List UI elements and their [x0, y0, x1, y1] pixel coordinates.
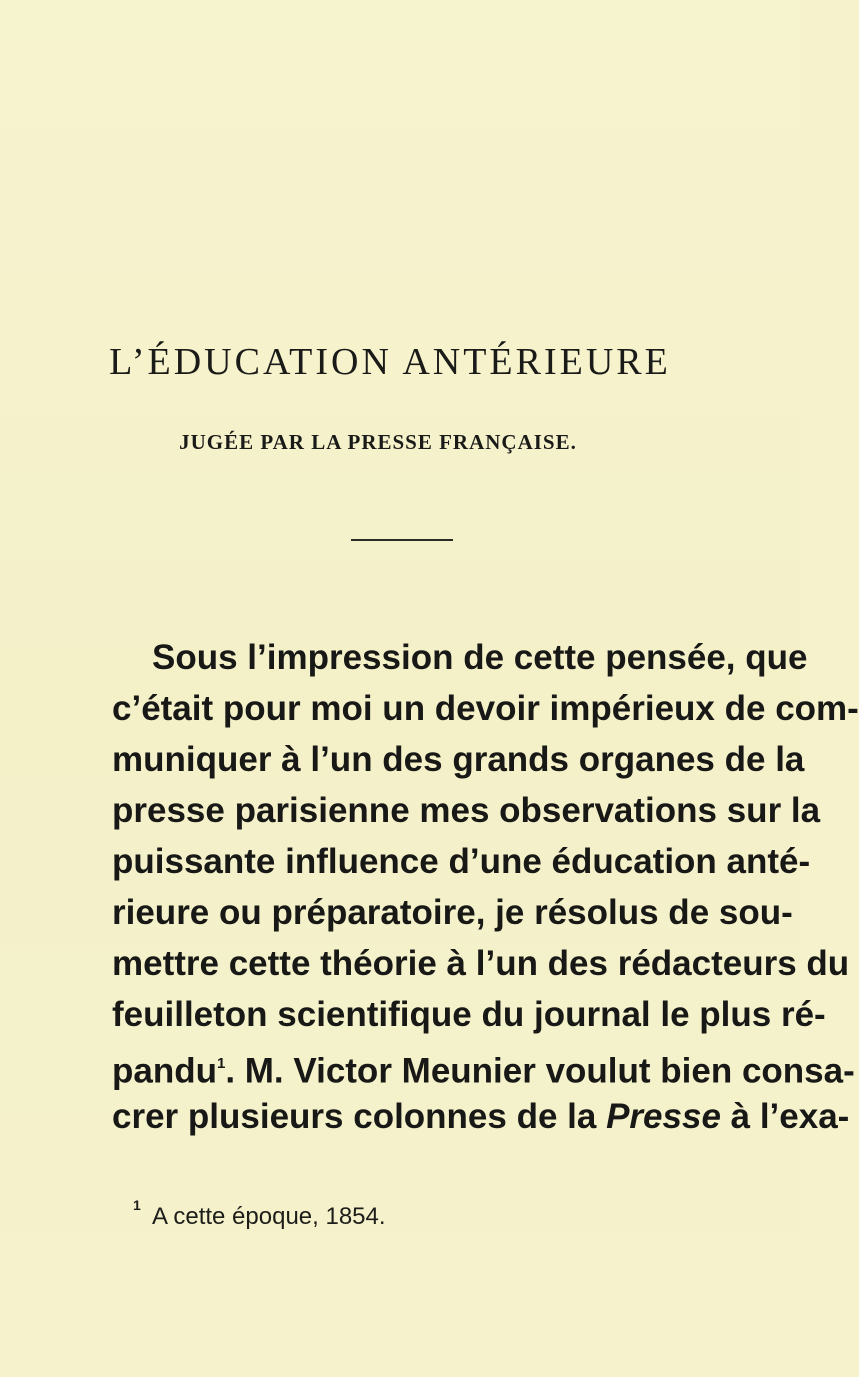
- text-line: presse parisienne mes observations sur la: [112, 791, 821, 830]
- text-line: mettre cette théorie à l’un des rédacteurs du: [112, 944, 850, 983]
- footnote-mark: 1: [133, 1197, 141, 1213]
- footnote-reference: 1: [216, 1055, 226, 1072]
- text-line: c’était pour moi un devoir impérieux de com-: [112, 689, 859, 728]
- text-line: muniquer à l’un des grands organes de la: [112, 740, 805, 779]
- text-fragment: à l’exa-: [720, 1097, 850, 1136]
- section-divider: [351, 539, 453, 541]
- newspaper-title: Presse: [606, 1097, 721, 1136]
- text-line: puissante influence d’une éducation anté-: [112, 842, 811, 881]
- text-fragment: crer plusieurs colonnes de la: [112, 1097, 607, 1136]
- chapter-subtitle: JUGÉE PAR LA PRESSE FRANÇAISE.: [179, 430, 577, 454]
- text-line: [112, 1040, 855, 1092]
- text-line: feuilleton scientifique du journal le plus ré-: [112, 995, 826, 1034]
- text-line: rieure ou préparatoire, je résolus de sou-: [112, 893, 793, 932]
- footnote-text: A cette époque, 1854.: [152, 1203, 386, 1230]
- text-line: [112, 1091, 849, 1143]
- text-fragment: pandu: [112, 1051, 217, 1091]
- chapter-title: L’ÉDUCATION ANTÉRIEURE: [109, 341, 671, 383]
- text-line: Sous l’impression de cette pensée, que: [152, 638, 808, 677]
- text-fragment: . M. Victor Meunier voulut bien consa-: [225, 1051, 855, 1091]
